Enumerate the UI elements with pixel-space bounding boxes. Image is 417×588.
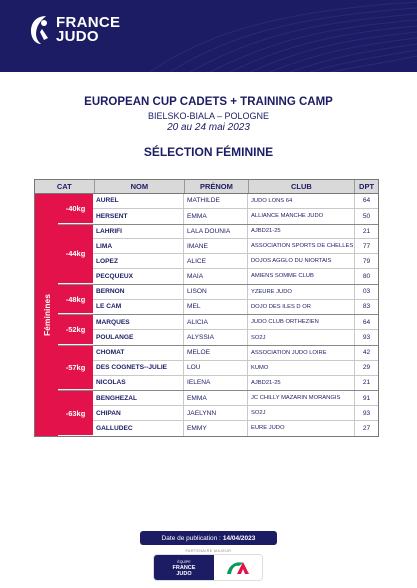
athlete-club: YZEURE JUDO <box>248 285 355 299</box>
athlete-firstname: IMANE <box>184 239 248 253</box>
athlete-firstname: EMMA <box>184 391 248 405</box>
athlete-club: ASSOCIATION SPORTS DE CHELLES <box>248 239 355 253</box>
athlete-club: AMIENS SOMME CLUB <box>248 269 355 284</box>
equipe-france-judo-logo <box>154 555 214 580</box>
athlete-surname: LIMA <box>93 239 184 253</box>
athlete-firstname: LALA DOUNIA <box>184 225 248 239</box>
header-prenom: PRÉNOM <box>185 180 249 193</box>
athlete-department: 03 <box>362 288 371 296</box>
table-row <box>93 391 378 406</box>
athlete-firstname: MATHILDE <box>184 194 248 208</box>
athlete-surname: MARQUES <box>93 315 184 329</box>
france-judo-logo <box>28 14 120 46</box>
athlete-firstname: ALYSSIA <box>184 330 248 345</box>
athlete-club: KUMO <box>248 361 355 375</box>
table-row <box>93 300 378 315</box>
athlete-surname: NICOLAS <box>93 376 184 391</box>
athlete-club: JUDO CLUB ORTHEZIEN <box>248 315 355 329</box>
publication-label: Date de publication : <box>161 534 221 542</box>
athlete-department: 83 <box>362 303 371 311</box>
athlete-department: 80 <box>362 272 371 280</box>
weight-category: -44kg <box>58 225 93 284</box>
athlete-department: 50 <box>362 212 371 220</box>
athlete-club: JUDO LONS 64 <box>248 194 355 208</box>
athlete-club: SO2J <box>248 406 355 420</box>
table-row <box>93 254 378 269</box>
athlete-firstname: MAIA <box>184 269 248 284</box>
table-row <box>93 361 378 376</box>
athlete-surname: HERSENT <box>93 209 184 224</box>
category-label: Féminines <box>41 293 52 336</box>
athlete-club: SO2J <box>248 330 355 345</box>
credit-agricole-icon <box>223 558 253 578</box>
athlete-club: ALLIANCE MANCHE JUDO <box>248 209 355 224</box>
athlete-club: DOJOS AGGLO DU NIORTAIS <box>248 254 355 268</box>
athlete-firstname: IELENA <box>184 376 248 391</box>
publication-date: 14/04/2023 <box>222 534 256 542</box>
athlete-surname: GALLUDEC <box>93 421 184 436</box>
athlete-club: ASSOCIATION JUDO LOIRE <box>248 346 355 360</box>
event-location: BIELSKO-BIALA – POLOGNE <box>147 111 270 121</box>
weight-category: -40kg <box>58 194 93 224</box>
weight-group <box>58 194 378 225</box>
weight-category: -48kg <box>58 285 93 315</box>
athlete-department: 27 <box>362 424 371 432</box>
athlete-surname: LAHRIFI <box>93 225 184 239</box>
athlete-department: 21 <box>362 227 371 235</box>
athlete-department: 93 <box>362 409 371 417</box>
category-sidebar <box>35 194 58 436</box>
athlete-surname: DES COGNETS--JULIE <box>93 361 184 375</box>
table-row <box>93 406 378 421</box>
table-row <box>93 239 378 254</box>
header-club: CLUB <box>249 180 355 193</box>
event-dates: 20 au 24 mai 2023 <box>167 122 250 133</box>
athlete-surname: AUREL <box>93 194 184 208</box>
group-rows <box>93 225 378 284</box>
weight-groups <box>58 194 378 436</box>
athlete-department: 42 <box>362 349 371 357</box>
table-body <box>35 194 378 436</box>
athlete-department: 64 <box>362 197 371 205</box>
athlete-department: 91 <box>362 394 371 402</box>
logo-line-france: FRANCE <box>56 14 121 31</box>
athlete-surname: POULANGE <box>93 330 184 345</box>
group-rows <box>93 194 378 224</box>
athlete-surname: PECQUEUX <box>93 269 184 284</box>
weight-group <box>58 346 378 391</box>
athlete-department: 93 <box>362 334 371 342</box>
weight-category: -57kg <box>58 346 93 390</box>
partner-judo: JUDO <box>176 570 192 577</box>
weight-category: -63kg <box>58 391 93 435</box>
group-rows <box>93 346 378 390</box>
weight-group <box>58 225 378 285</box>
athlete-firstname: LOU <box>184 361 248 375</box>
judoka-logo-icon <box>28 14 50 46</box>
partner-caption: PARTENAIRE MAJEUR <box>185 549 232 553</box>
weight-group <box>58 391 378 435</box>
weight-group <box>58 315 378 346</box>
selection-title: SÉLECTION FÉMININE <box>143 145 274 159</box>
athlete-club: JC CHILLY MAZARIN MORANGIS <box>248 391 355 405</box>
athlete-firstname: EMMA <box>184 209 248 224</box>
athlete-firstname: LISON <box>184 285 248 299</box>
athlete-club: DOJO DES ILES D OR <box>248 300 355 315</box>
partner-france: FRANCE <box>172 564 196 571</box>
table-row <box>93 194 378 209</box>
athlete-firstname: EMMY <box>184 421 248 436</box>
table-row <box>93 376 378 391</box>
table-row <box>93 421 378 436</box>
table-row <box>93 346 378 361</box>
header-dpt: DPT <box>359 182 375 191</box>
event-title: EUROPEAN CUP CADETS + TRAINING CAMP <box>84 96 333 108</box>
athlete-firstname: ALICIA <box>184 315 248 329</box>
table-row <box>93 225 378 240</box>
partner-logo <box>153 554 263 581</box>
athlete-surname: CHIPAN <box>93 406 184 420</box>
selection-table <box>34 179 379 437</box>
athlete-firstname: JAELYNN <box>184 406 248 420</box>
athlete-firstname: ALICE <box>184 254 248 268</box>
athlete-department: 79 <box>362 257 371 265</box>
table-header <box>35 180 378 194</box>
table-row <box>93 285 378 300</box>
athlete-club: AJBD21-25 <box>248 376 355 391</box>
table-row <box>93 330 378 345</box>
athlete-surname: LOPEZ <box>93 254 184 268</box>
logo-line-judo: JUDO <box>56 28 99 45</box>
athlete-surname: CHOMAT <box>93 346 184 360</box>
publication-date-badge <box>140 531 277 545</box>
athlete-club: AJBD21-25 <box>248 225 355 239</box>
table-row <box>93 315 378 330</box>
partner-equipe: ÉQUIPE <box>177 559 191 564</box>
athlete-surname: BERNON <box>93 285 184 299</box>
athlete-department: 77 <box>362 242 371 250</box>
athlete-club: EURE JUDO <box>248 421 355 436</box>
athlete-surname: LE CAM <box>93 300 184 315</box>
weight-group <box>58 285 378 316</box>
table-row <box>93 269 378 284</box>
athlete-department: 21 <box>362 379 371 387</box>
group-rows <box>93 285 378 315</box>
athlete-firstname: MEL <box>184 300 248 315</box>
credit-agricole-logo <box>214 555 262 580</box>
athlete-department: 29 <box>362 364 371 372</box>
athlete-department: 64 <box>362 318 371 326</box>
header-nom: NOM <box>95 180 185 193</box>
group-rows <box>93 315 378 345</box>
athlete-firstname: MELOE <box>184 346 248 360</box>
header-cat: CAT <box>35 180 95 193</box>
header-banner <box>0 0 417 72</box>
table-row <box>93 209 378 224</box>
athlete-surname: BENGHEZAL <box>93 391 184 405</box>
group-rows <box>93 391 378 435</box>
weight-category: -52kg <box>58 315 93 345</box>
